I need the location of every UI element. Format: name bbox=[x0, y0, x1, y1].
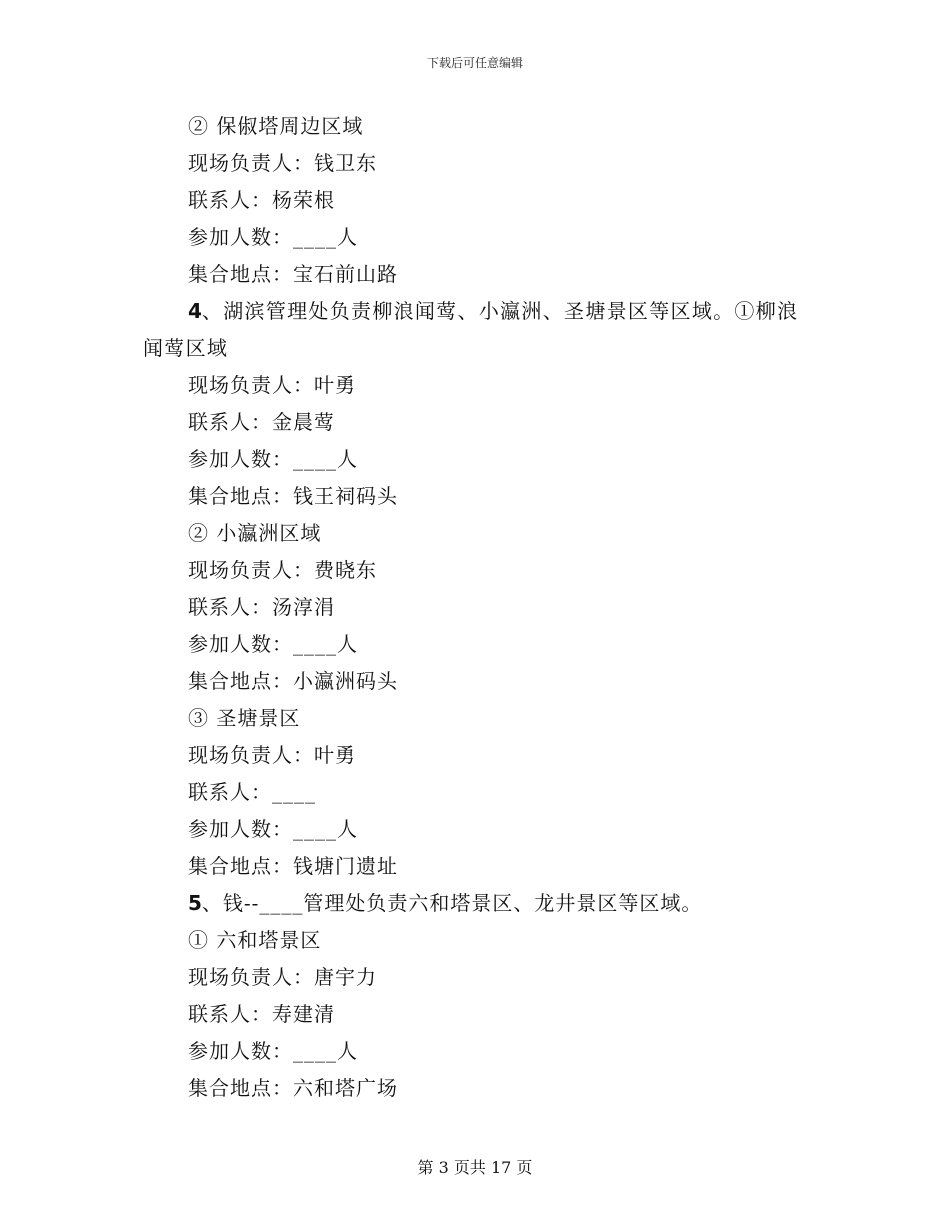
line-text: 现场负责人：钱卫东 bbox=[188, 151, 377, 175]
section-title-shengtang bbox=[143, 700, 813, 737]
site-manager-line bbox=[143, 367, 813, 404]
line-text: 现场负责人：叶勇 bbox=[188, 743, 356, 767]
participant-count-line bbox=[143, 626, 813, 663]
document-body bbox=[143, 108, 813, 1107]
line-text: ① 六和塔景区 bbox=[188, 928, 322, 952]
line-text: ② 小瀛洲区域 bbox=[188, 521, 322, 545]
line-text: 集合地点：宝石前山路 bbox=[188, 262, 398, 286]
line-text: 现场负责人：叶勇 bbox=[188, 373, 356, 397]
line-text: 现场负责人：唐宇力 bbox=[188, 965, 377, 989]
meeting-place-line bbox=[143, 478, 813, 515]
line-text: 参加人数：____人 bbox=[188, 817, 358, 841]
section-title-baochu-tower bbox=[143, 108, 813, 145]
line-text: 、钱--____管理处负责六和塔景区、龙井景区等区域。 bbox=[201, 891, 703, 915]
contact-line bbox=[143, 404, 813, 441]
contact-line bbox=[143, 774, 813, 811]
section-4-heading bbox=[143, 293, 813, 367]
section-number: 4 bbox=[188, 299, 202, 323]
line-text: 集合地点：钱王祠码头 bbox=[188, 484, 398, 508]
section-title-xiaoyingzhou bbox=[143, 515, 813, 552]
meeting-place-line bbox=[143, 848, 813, 885]
line-text: 参加人数：____人 bbox=[188, 447, 358, 471]
contact-line bbox=[143, 589, 813, 626]
line-text: 集合地点：小瀛洲码头 bbox=[188, 669, 398, 693]
line-text: 现场负责人：费晓东 bbox=[188, 558, 377, 582]
line-text: 、湖滨管理处负责柳浪闻莺、小瀛洲、圣塘景区等区域。①柳浪闻莺区域 bbox=[143, 299, 799, 360]
meeting-place-line bbox=[143, 663, 813, 700]
site-manager-line bbox=[143, 737, 813, 774]
section-number: 5 bbox=[188, 891, 202, 915]
section-5-heading bbox=[143, 885, 813, 922]
contact-line bbox=[143, 182, 813, 219]
line-text: 集合地点：钱塘门遗址 bbox=[188, 854, 398, 878]
meeting-place-line bbox=[143, 1070, 813, 1107]
line-text: 参加人数：____人 bbox=[188, 1039, 358, 1063]
site-manager-line bbox=[143, 145, 813, 182]
site-manager-line bbox=[143, 959, 813, 996]
line-text: 集合地点：六和塔广场 bbox=[188, 1076, 398, 1100]
line-text: 联系人：____ bbox=[188, 780, 316, 804]
line-text: ③ 圣塘景区 bbox=[188, 706, 301, 730]
site-manager-line bbox=[143, 552, 813, 589]
meeting-place-line bbox=[143, 256, 813, 293]
line-text: 联系人：寿建清 bbox=[188, 1002, 335, 1026]
participant-count-line bbox=[143, 1033, 813, 1070]
line-text: ② 保俶塔周边区域 bbox=[188, 114, 364, 138]
line-text: 参加人数：____人 bbox=[188, 632, 358, 656]
line-text: 联系人：金晨莺 bbox=[188, 410, 335, 434]
line-text: 联系人：汤淳涓 bbox=[188, 595, 335, 619]
line-text: 参加人数：____人 bbox=[188, 225, 358, 249]
participant-count-line bbox=[143, 441, 813, 478]
line-text: 联系人：杨荣根 bbox=[188, 188, 335, 212]
contact-line bbox=[143, 996, 813, 1033]
section-title-liuhe-tower bbox=[143, 922, 813, 959]
page-header: 下载后可任意编辑 bbox=[426, 56, 523, 70]
participant-count-line bbox=[143, 219, 813, 256]
participant-count-line bbox=[143, 811, 813, 848]
page-footer: 第 3 页共 17 页 bbox=[417, 1158, 533, 1177]
